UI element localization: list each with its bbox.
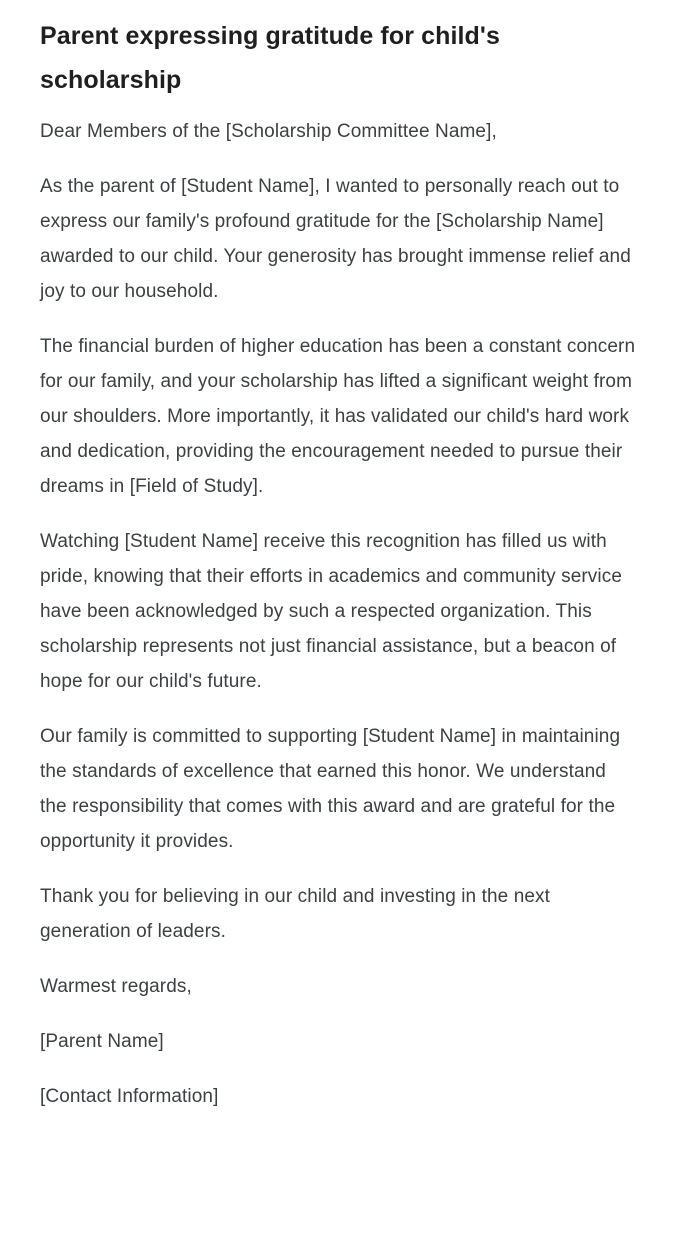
paragraph-gratitude-intro: As the parent of [Student Name], I wanted to personally reach out to express our family's profound gratitude for the [Scholarship Name] awarded to our child. Your generosity has brought immense relief and joy to our household. — [40, 176, 631, 302]
salutation: Dear Members of the [Scholarship Committee Name], — [40, 121, 497, 142]
paragraph-financial-burden: The financial burden of higher education has been a constant concern for our family, and your scholarship has lifted a significant weight from our shoulders. More importantly, it has validated our child's hard work and dedication, providing the encouragement needed to pursue their dreams in [Field of Study]. — [40, 336, 636, 497]
paragraph-family-commitment: Our family is committed to supporting [Student Name] in maintaining the standards of excellence that earned this honor. We understand the responsibility that comes with this award and are grateful for the opportunity it provides. — [40, 726, 621, 852]
signature-contact-information: [Contact Information] — [40, 1086, 219, 1107]
signature-parent-name: [Parent Name] — [40, 1031, 164, 1052]
paragraph-pride-recognition: Watching [Student Name] receive this recognition has filled us with pride, knowing that their efforts in academics and community service have been acknowledged by such a respected organization. This scholarship represents not just financial assistance, but a beacon of hope for our child's future. — [40, 531, 622, 692]
signoff: Warmest regards, — [40, 976, 192, 997]
page-title: Parent expressing gratitude for child's scholarship — [40, 22, 500, 94]
paragraph-thank-you: Thank you for believing in our child and investing in the next generation of leaders. — [40, 886, 551, 942]
